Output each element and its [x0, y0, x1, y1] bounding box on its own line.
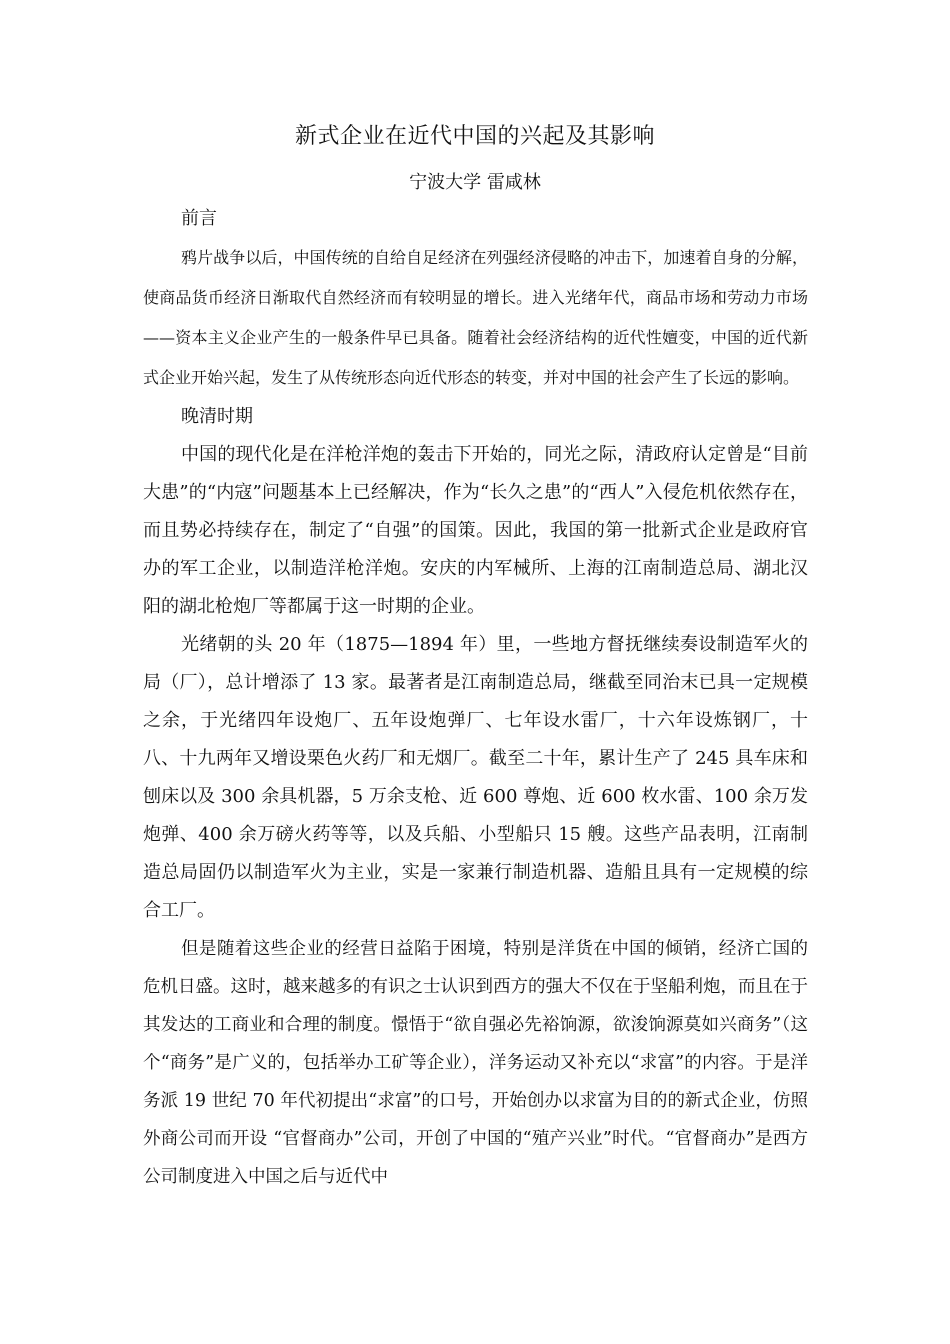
- document-body: [143, 200, 808, 1196]
- document-title: 新式企业在近代中国的兴起及其影响: [294, 124, 655, 149]
- section-heading-late-qing: 晚清时期: [181, 406, 253, 427]
- paragraph-preface: 鸦片战争以后，中国传统的自给自足经济在列强经济侵略的冲击下，加速着自身的分解，使商品货币经济日渐取代自然经济而有较明显的增长。进入光绪年代，商品市场和劳动力市场——资本主义企业产生的一般条件早已具备。随着社会经济结构的近代性嬗变，中国的近代新式企业开始兴起，发生了从传统形态向近代形态的转变，并对中国的社会产生了长远的影响。: [143, 248, 808, 387]
- section-heading-preface: 前言: [181, 208, 217, 229]
- paragraph-seeking-wealth: 但是随着这些企业的经营日益陷于困境，特别是洋货在中国的倾销，经济亡国的危机日盛。这时，越来越多的有识之士认识到西方的强大不仅在于坚船利炮，而且在于其发达的工商业和合理的制度。憬悟于“欲自强必先裕饷源，欲浚饷源莫如兴商务”（这个“商务”是广义的，包括举办工矿等企业），洋务运动又补充以“求富”的内容。于是洋务派 19 世纪 70 年代初提出“求富”的口号，开始创办以求富为目的的新式企业，仿照外商公司而开设 “官督商办”公司，开创了中国的“殖产兴业”时代。“官督商办”是西方公司制度进入中国之后与近代中: [143, 939, 808, 1187]
- author-line: 宁波大学 雷咸林: [409, 172, 541, 193]
- paragraph-guangxu-arsenals: 光绪朝的头 20 年（1875—1894 年）里，一些地方督抚继续奏设制造军火的局（厂），总计增添了 13 家。最著者是江南制造总局，继截至同治末已具一定规模之余，于光绪四年设炮厂、五年设炮弹厂、七年设水雷厂，十六年设炼钢厂，十八、十九两年又增设栗色火药厂和无烟厂。截至二十年，累计生产了 245 具车床和刨床以及 300 余具机器，5 万余支枪、近 600 尊炮、近 600 枚水雷、100 余万发炮弹、400 余万磅火药等等，以及兵船、小型船只 15 艘。这些产品表明，江南制造总局固仍以制造军火为主业，实是一家兼行制造机器、造船且具有一定规模的综合工厂。: [143, 634, 808, 921]
- paragraph-modernization: 中国的现代化是在洋枪洋炮的轰击下开始的，同光之际，清政府认定曾是“目前大患”的“内寇”问题基本上已经解决，作为“长久之患”的“西人”入侵危机依然存在，而且势必持续存在，制定了“自强”的国策。因此，我国的第一批新式企业是政府官办的军工企业，以制造洋枪洋炮。安庆的内军械所、上海的江南制造总局、湖北汉阳的湖北枪炮厂等都属于这一时期的企业。: [143, 444, 808, 617]
